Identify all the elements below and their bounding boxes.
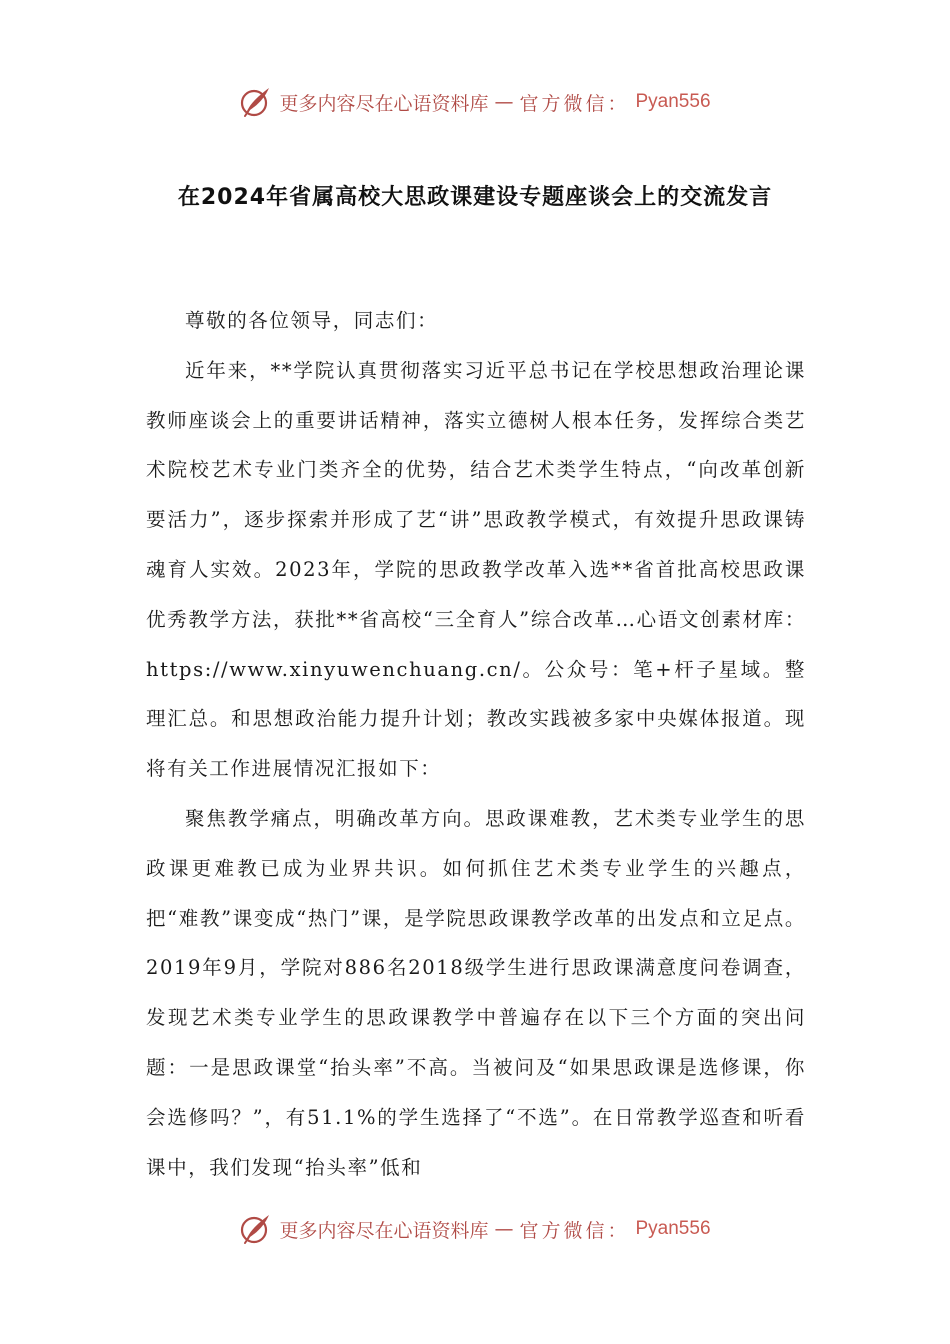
footer-watermark-banner: [0, 1209, 950, 1249]
banner-wechat-id: Pyan556: [635, 1218, 711, 1239]
banner-text: 更多内容尽在心语资料库: [279, 1219, 489, 1242]
banner-wechat-id: Pyan556: [635, 91, 711, 112]
banner-separator: —: [494, 1218, 514, 1240]
quill-logo-icon: [239, 85, 273, 119]
banner-wechat-label: 官方微信：: [519, 92, 630, 115]
document-body: [146, 296, 806, 1192]
banner-text: 更多内容尽在心语资料库: [279, 92, 489, 115]
focus-paragraph: 聚焦教学痛点，明确改革方向。思政课难教，艺术类专业学生的思政课更难教已成为业界共识。如何抓住艺术类专业学生的兴趣点，把“难教”课变成“热门”课，是学院思政课教学改革的出发点和立足点。2019年9月，学院对886名2018级学生进行思政课满意度问卷调查，发现艺术类专业学生的思政课教学中普遍存在以下三个方面的突出问题：一是思政课堂“抬头率”不高。当被问及“如果思政课是选修课，你会选修吗？”，有51.1%的学生选择了“不选”。在日常教学巡查和听看课中，我们发现“抬头率”低和: [146, 806, 806, 1179]
header-watermark-banner: [0, 82, 950, 122]
document-title: 在2024年省属高校大思政课建设专题座谈会上的交流发言: [177, 185, 773, 210]
quill-logo-icon: [239, 1212, 273, 1246]
banner-wechat-label: 官方微信：: [519, 1219, 630, 1242]
intro-paragraph: 近年来，**学院认真贯彻落实习近平总书记在学校思想政治理论课教师座谈会上的重要讲话精神，落实立德树人根本任务，发挥综合类艺术院校艺术专业门类齐全的优势，结合艺术类学生特点，“向改革创新要活力”，逐步探索并形成了艺“讲”思政教学模式，有效提升思政课铸魂育人实效。2023年，学院的思政教学改革入选**省首批高校思政课优秀教学方法，获批**省高校“三全育人”综合改革…心语文创素材库：https://www.xinyuwenchuang.cn/。公众号：笔+杆子星域。整理汇总。和思想政治能力提升计划；教改实践被多家中央媒体报道。现将有关工作进展情况汇报如下：: [146, 358, 806, 781]
banner-separator: —: [494, 91, 514, 113]
salutation-paragraph: 尊敬的各位领导，同志们：: [185, 309, 439, 332]
